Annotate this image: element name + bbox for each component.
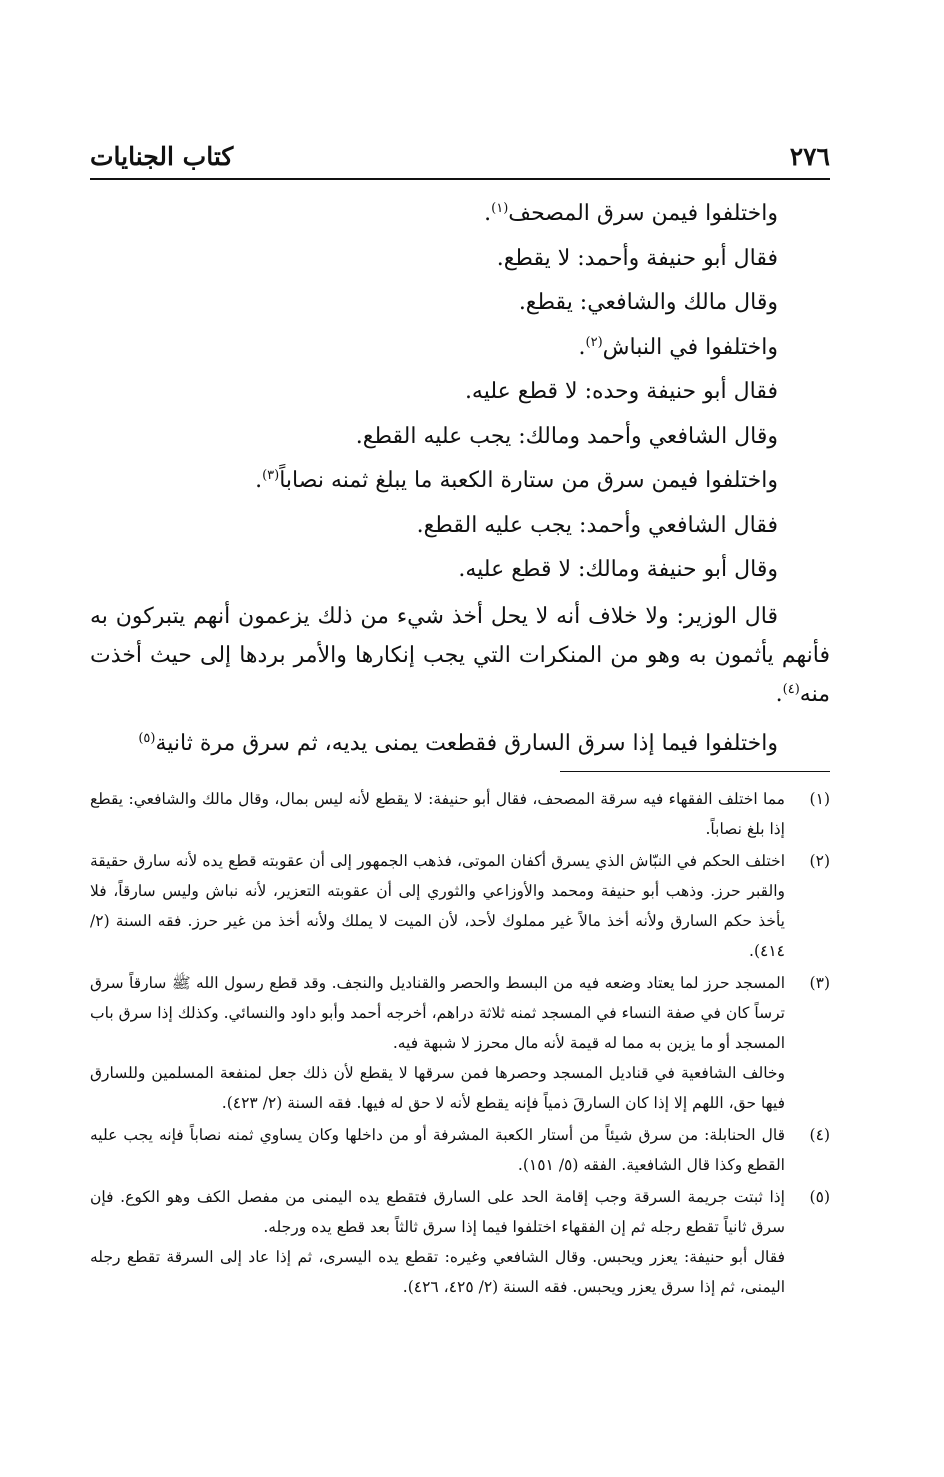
footnotes: [90, 784, 830, 1304]
footnote-text: قال الحنابلة: من سرق شيئاً من أستار الكعبة المشرفة أو من داخلها وكان يساوي ثمنه نصاباً فإنه يجب عليه القطع وكذا قال الشافعية. الفقه (٥/ ١٥١).: [90, 1126, 785, 1174]
footnote-divider: [560, 771, 830, 772]
footnote-number: (٣): [809, 974, 830, 992]
footnote-text: اختلف الحكم في النبّاش الذي يسرق أكفان الموتى، فذهب الجمهور إلى أن عقوبته قطع يده لأنه سارق حقيقة والقبر حرز. وذهب أبو حنيفة ومحمد والأوزاعي والثوري إلى أن عقوبته التعزير، لأنه نباش وليس سارقاً، فلا يأخذ حكم السارق ولأنه أخذ مالاً غير مملوك لأحد، لأن الميت لا يملك ولأنه أخذ من غير حرز. فقه السنة (٢/ ٤١٤).: [90, 852, 785, 960]
footnote-text: المسجد حرز لما يعتاد وضعه فيه من البسط والحصر والقناديل والنجف. وقد قطع رسول الله ﷺ سارقاً سرق ترساً كان في صفة النساء في المسجد ثمنه ثلاثة دراهم، أخرجه أحمد وأبو داود والنسائي. وكذلك إذا سرق باب المسجد أو ما يزين به مما له قيمة لأنه مال محرز لا شبهة فيه.: [90, 974, 785, 1052]
footnote-ref: (٣): [262, 468, 280, 483]
footnote-ref: (٤): [782, 681, 800, 697]
text-line: وقال أبو حنيفة ومالك: لا قطع عليه.: [458, 557, 778, 582]
footnote-ref: (٢): [585, 334, 603, 350]
main-text: [90, 192, 830, 766]
footnote-text: مما اختلف الفقهاء فيه سرقة المصحف، فقال أبو حنيفة: لا يقطع لأنه ليس بمال، وقال مالك والشافعي: يقطع إذا بلغ نصاباً.: [90, 790, 785, 838]
footnote-text: وخالف الشافعية في قناديل المسجد وحصرها فمن سرقها لا يقطع لأن ذلك جعل لمنفعة المسلمين وللسارق فيها حق، اللهم إلا إذا كان السارقَ ذمياً فإنه يقطع لأنه لا حق له فيها. فقه السنة (٢/ ٤٢٣).: [90, 1064, 785, 1112]
text-line: واختلفوا فيمن سرق المصحف$^{(١)}$.: [484, 201, 778, 226]
footnote-number: (٢): [809, 852, 830, 870]
footnote-ref: (٥): [138, 730, 156, 746]
footnote-number: (٥): [809, 1188, 830, 1206]
footnote: [90, 784, 830, 844]
footnote: [90, 968, 830, 1118]
footnote-text: إذا ثبتت جريمة السرقة وجب إقامة الحد على السارق فتقطع يده اليمنى من مفصل الكف وهو الكوع. فإن سرق ثانياً تقطع رجله ثم إن الفقهاء اختلفوا فيما إذا سرق ثالثاً بعد قطع يده ورجله.: [90, 1188, 785, 1236]
footnote-text: فقال أبو حنيفة: يعزر ويحبس. وقال الشافعي وغيره: تقطع يده اليسرى، ثم إذا عاد إلى السرقة تقطع رجله اليمنى، ثم إذا سرق يعزر ويحبس. فقه السنة (٢/ ٤٢٥، ٤٢٦).: [90, 1248, 785, 1296]
text-line: فقال الشافعي وأحمد: يجب عليه القطع.: [416, 512, 778, 538]
book-title: كتاب الجنايات: [90, 142, 234, 171]
text-line: فقال أبو حنيفة وحده: لا قطع عليه.: [464, 379, 778, 404]
text-line: وقال مالك والشافعي: يقطع.: [518, 290, 778, 315]
footnote: [90, 1120, 830, 1180]
header-divider: [90, 178, 830, 180]
footnote: [90, 846, 830, 966]
footnote-number: (٤): [809, 1126, 830, 1144]
footnote: [90, 1182, 830, 1302]
text-line: واختلفوا في النباش$^{(٢)}$.: [578, 334, 778, 360]
page-header: [90, 142, 830, 171]
text-line: وقال الشافعي وأحمد ومالك: يجب عليه القطع.: [355, 423, 778, 449]
text-line: واختلفوا فيمن سرق من ستارة الكعبة ما يبلغ ثمنه نصاباً$^{(٣)}$.: [255, 468, 778, 493]
vizier-paragraph: قال الوزير: ولا خلاف أنه لا يحل أخذ شيء من ذلك يزعمون أنهم يتبركون به فأنهم يأثمون به وهو من المنكرات التي يجب إنكارها والأمر بردها إلى حيث أخذت منه$^{(٤)}$.: [90, 603, 830, 707]
footnote-number: (١): [809, 790, 830, 808]
text-line: فقال أبو حنيفة وأحمد: لا يقطع.: [496, 245, 778, 271]
text-line: واختلفوا فيما إذا سرق السارق فقطعت يمنى يديه، ثم سرق مرة ثانية$^{(٥)}$: [138, 730, 778, 756]
footnote-ref: (١): [491, 201, 509, 216]
page-number: ٢٧٦: [789, 142, 830, 171]
